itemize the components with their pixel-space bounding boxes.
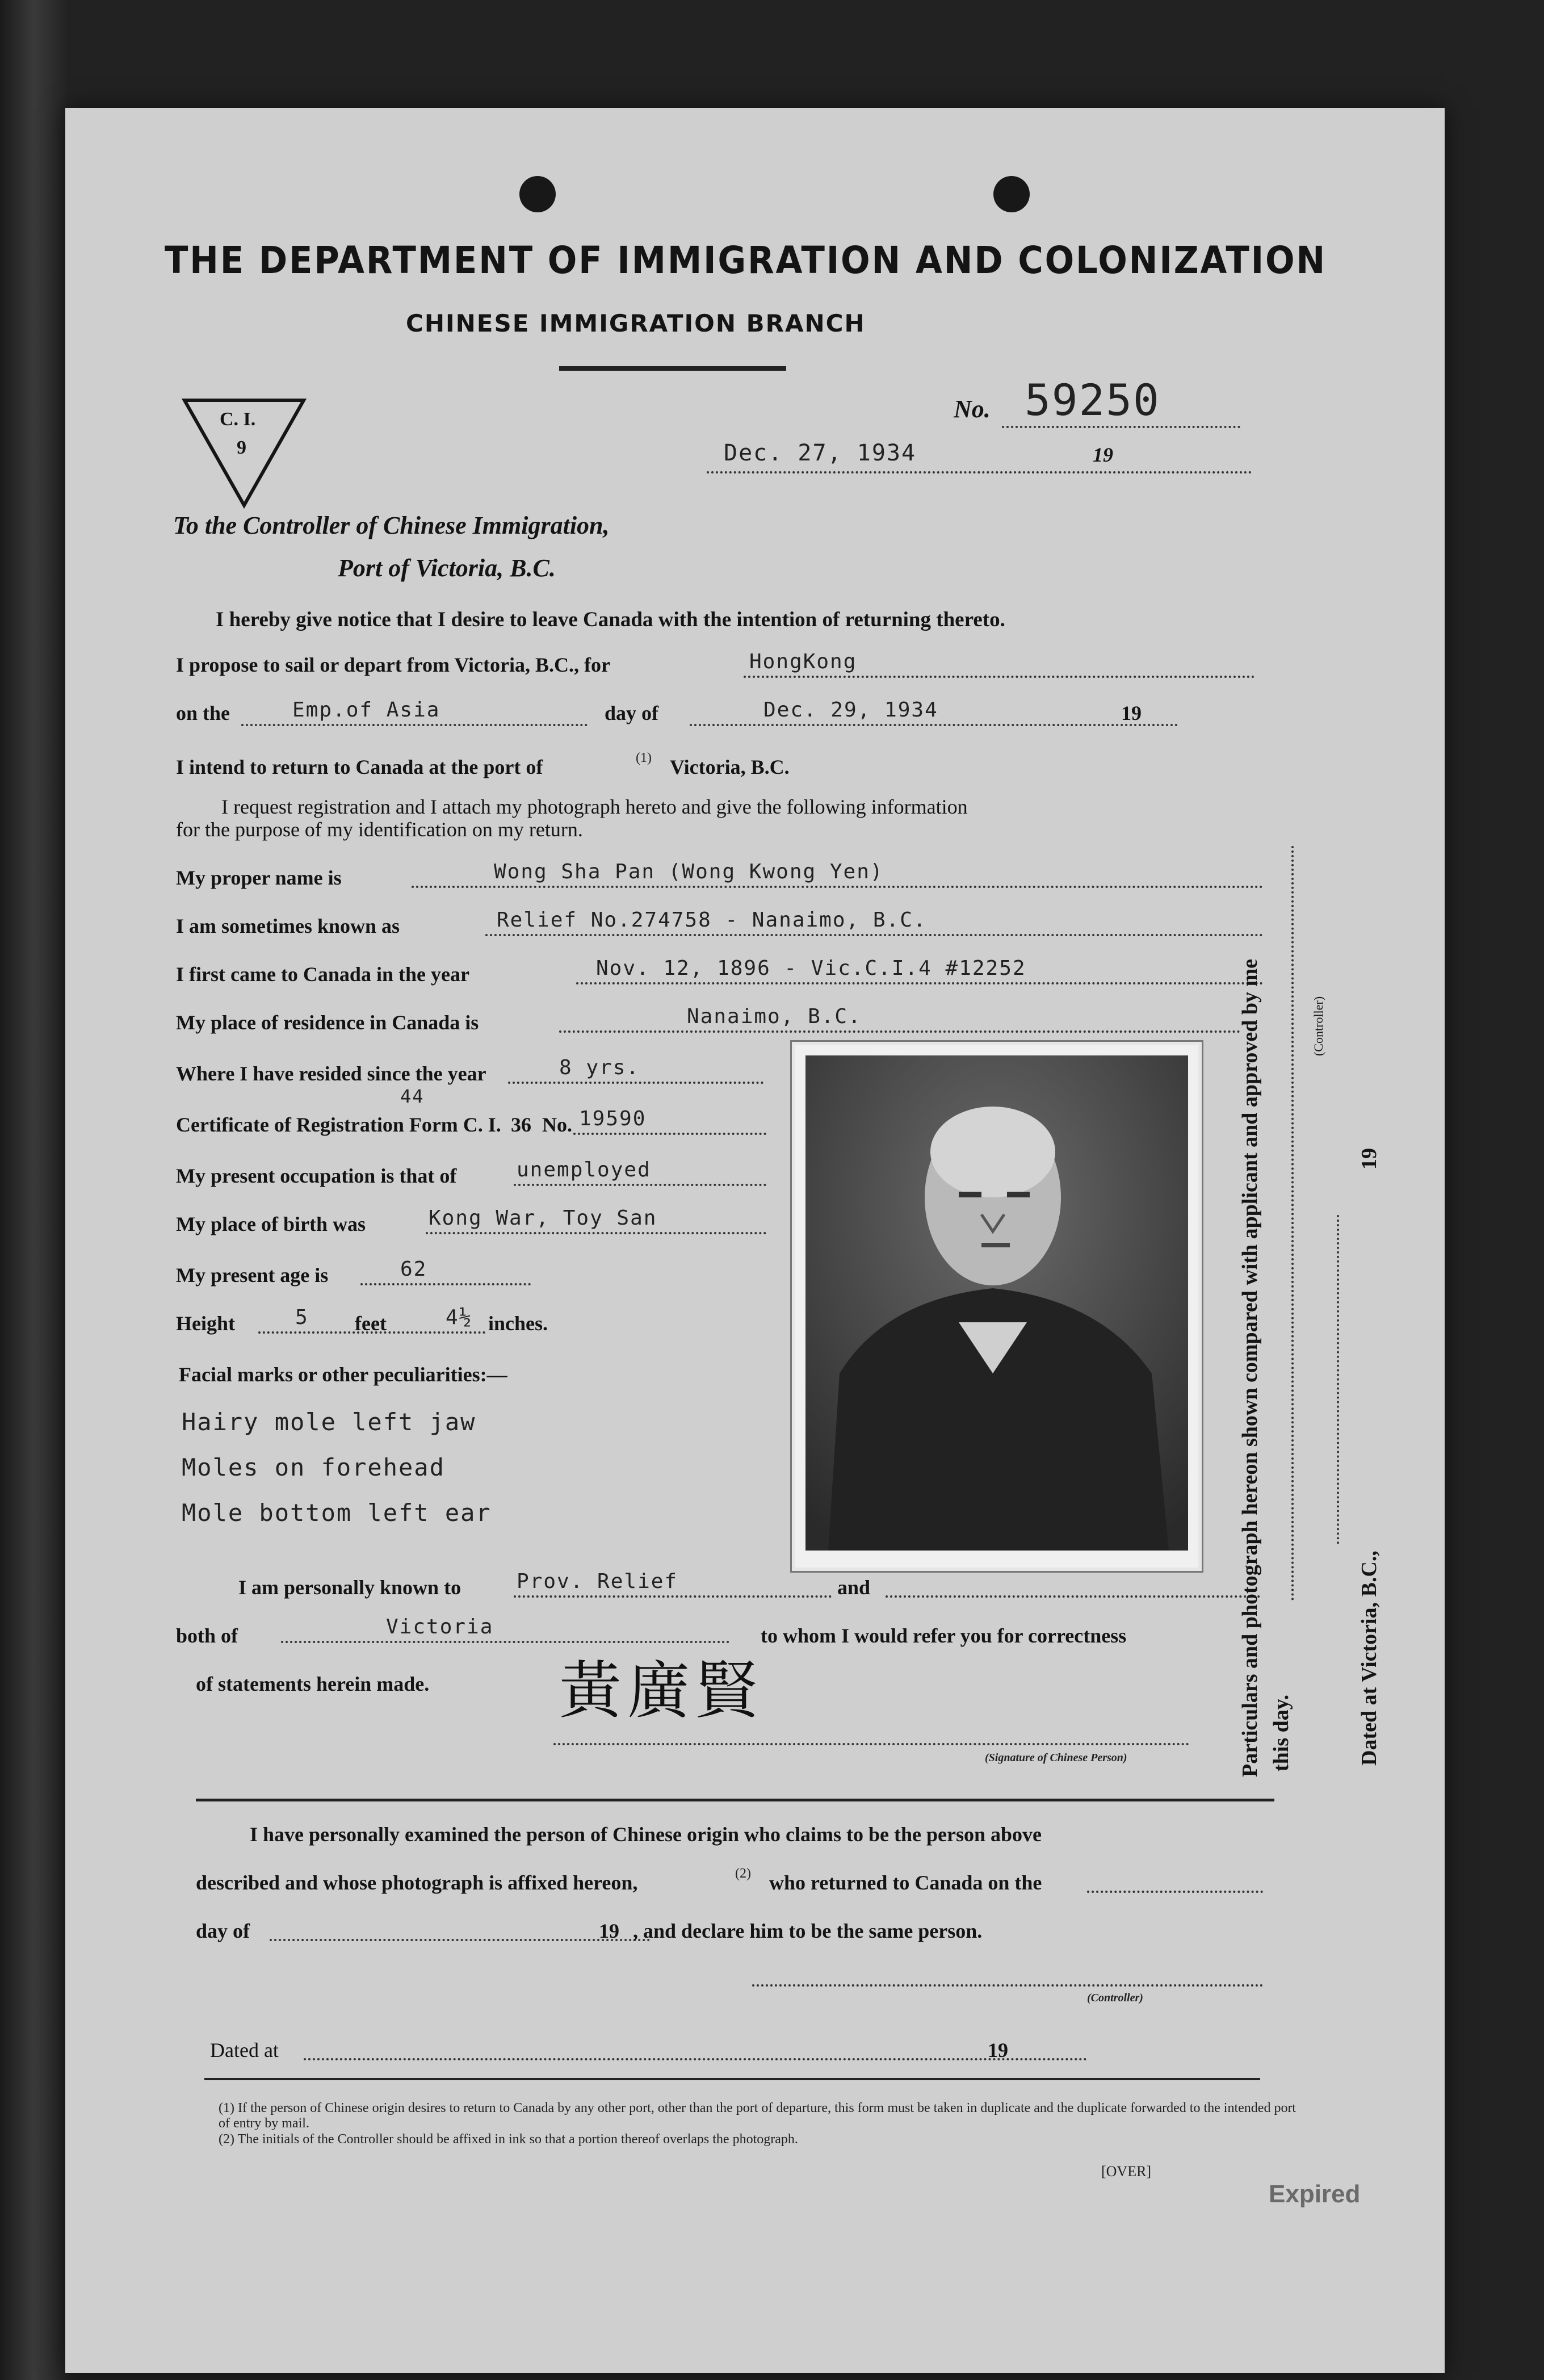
residence-line [559, 1030, 1240, 1033]
side-approval-text: Particulars and photograph hereon shown compared with applicant and approved by me [1238, 958, 1262, 1777]
marks-label: Facial marks or other peculiarities:— [179, 1363, 507, 1386]
request-line1: I request registration and I attach my photograph hereto and give the following information [221, 795, 968, 818]
exam-dated-at: Dated at [210, 2039, 279, 2061]
exam-line1: I have personally examined the person of Chinese origin who claims to be the person above [250, 1823, 1042, 1846]
ship-day-label: day of [605, 702, 659, 724]
form-badge-line2: 9 [237, 437, 246, 458]
depart-label: I propose to sail or depart from Victoria, B.C., for [176, 653, 610, 676]
cert-form-no-label: No. [542, 1113, 572, 1136]
first-came-line [576, 982, 1263, 984]
age-value: 62 [400, 1258, 427, 1281]
first-came-value: Nov. 12, 1896 - Vic.C.I.4 #12252 [596, 957, 1026, 980]
height-inches-label: inches. [488, 1312, 548, 1335]
controller-line [752, 1984, 1263, 1987]
notice-text: I hereby give notice that I desire to leave Canada with the intention of returning thereto. [216, 608, 1005, 631]
occupation-value: unemployed [517, 1158, 651, 1181]
ship-on-label: on the [176, 702, 230, 724]
proper-name-line [412, 886, 1263, 888]
return-port-label: I intend to return to Canada at the port of [176, 756, 543, 778]
expired-stamp: Expired [1269, 2180, 1361, 2208]
exam-day-of: day of [196, 1920, 250, 1942]
proper-name-value: Wong Sha Pan (Wong Kwong Yen) [494, 860, 884, 883]
exam-line2: described and whose photograph is affixed hereon, [196, 1871, 638, 1894]
known-to-and: and [837, 1576, 871, 1599]
form-badge-line1: C. I. [220, 409, 256, 430]
since-label: Where I have resided since the year [176, 1062, 486, 1085]
addressee-line2: Port of Victoria, B.C. [338, 554, 556, 582]
portrait-image [805, 1055, 1188, 1551]
applicant-photograph [792, 1042, 1202, 1571]
exam-dated-line [304, 2058, 1087, 2060]
cert-form-number: 36 [511, 1113, 531, 1136]
exam-day-line [270, 1939, 650, 1941]
height-line [258, 1331, 485, 1334]
depart-line [744, 676, 1254, 678]
known-to-label: I am personally known to [238, 1576, 461, 1599]
refer-label: to whom I would refer you for correctness [761, 1624, 1127, 1647]
height-inches-value: 4½ [446, 1306, 473, 1329]
cert-no-label: No. [954, 395, 991, 423]
addressee-line1: To the Controller of Chinese Immigration, [173, 512, 610, 539]
side-suffix: 19 [1357, 1148, 1381, 1170]
known-as-value: Relief No.274758 - Nanaimo, B.C. [497, 908, 927, 932]
since-value: 8 yrs. [559, 1056, 640, 1079]
occupation-line [514, 1184, 766, 1186]
age-label: My present age is [176, 1264, 329, 1287]
title-rule [559, 366, 786, 371]
residence-value: Nanaimo, B.C. [687, 1005, 862, 1028]
occupation-label: My present occupation is that of [176, 1164, 457, 1187]
proper-name-label: My proper name is [176, 866, 342, 889]
cert-no-line [1002, 426, 1240, 428]
ship-value: Emp.of Asia [292, 698, 440, 722]
exam-footnote: (2) [735, 1866, 751, 1881]
known-as-label: I am sometimes known as [176, 915, 400, 937]
age-line [360, 1283, 531, 1285]
signature-line [553, 1743, 1189, 1745]
height-feet-label: feet [355, 1312, 387, 1335]
both-of-label: both of [176, 1624, 238, 1647]
birthplace-value: Kong War, Toy San [429, 1206, 657, 1230]
exam-controller: (Controller) [1087, 1992, 1143, 2004]
exam-suffix: 19 [988, 2039, 1008, 2061]
branch-subtitle: CHINESE IMMIGRATION BRANCH [406, 309, 866, 337]
return-port-value: Victoria, B.C. [670, 756, 790, 778]
first-came-label: I first came to Canada in the year [176, 963, 469, 986]
known-to-value: Prov. Relief [517, 1570, 678, 1593]
chinese-signature: 黃廣賢 [559, 1654, 763, 1727]
footnote-2: (2) The initials of the Controller should be affixed in ink so that a portion thereof overlaps the photograph. [219, 2132, 798, 2147]
side-dated-at: Dated at Victoria, B.C., [1357, 1551, 1381, 1766]
known-to-line [514, 1595, 832, 1598]
statements-label: of statements herein made. [196, 1673, 430, 1695]
both-of-value: Victoria [386, 1615, 494, 1639]
date-value: Dec. 27, 1934 [724, 440, 917, 466]
birthplace-label: My place of birth was [176, 1213, 366, 1235]
footnote-1: (1) If the person of Chinese origin desires to return to Canada by any other port, other than the port of departure, this form must be taken in duplicate and the duplicate forwarded to the intended port of entry by mail. [219, 2101, 1297, 2131]
section-rule [196, 1799, 1274, 1801]
exam-return-line [1087, 1891, 1263, 1893]
height-feet-value: 5 [295, 1306, 309, 1329]
cert-form-label: Certificate of Registration Form C. I. [176, 1113, 501, 1136]
mark-item: Hairy mole left jaw [182, 1408, 476, 1436]
footnote-rule [204, 2078, 1260, 2080]
sail-date-line [690, 724, 1178, 726]
side-controller: (Controller) [1311, 996, 1325, 1056]
height-label: Height [176, 1312, 235, 1335]
mark-item: Moles on forehead [182, 1453, 445, 1481]
known-to-and-line [886, 1595, 1260, 1598]
cert-form-note: 44 [400, 1086, 425, 1107]
side-this-day: this day. [1269, 1694, 1293, 1771]
date-line [707, 471, 1252, 474]
residence-label: My place of residence in Canada is [176, 1011, 479, 1034]
mark-item: Mole bottom left ear [182, 1499, 492, 1527]
cert-no-value: 59250 [1025, 375, 1160, 425]
date-suffix: 19 [1093, 443, 1113, 466]
exam-declare: , and declare him to be the same person. [633, 1920, 983, 1942]
signature-caption: (Signature of Chinese Person) [985, 1752, 1127, 1764]
exam-line2b: who returned to Canada on the [769, 1871, 1042, 1894]
request-line2: for the purpose of my identification on my return. [176, 818, 583, 841]
cert-form-value: 19590 [579, 1107, 647, 1130]
sail-date-value: Dec. 29, 1934 [763, 698, 938, 722]
exam-year: 19 [599, 1920, 619, 1942]
depart-value: HongKong [749, 650, 857, 673]
over-label: [OVER] [1101, 2163, 1152, 2180]
sail-date-suffix: 19 [1121, 702, 1142, 724]
side-dated-line [1337, 1215, 1339, 1544]
punch-hole [519, 176, 556, 212]
document-page [65, 108, 1445, 2373]
known-as-line [485, 934, 1263, 936]
since-line [508, 1082, 763, 1084]
return-port-footnote: (1) [636, 751, 652, 765]
department-title: THE DEPARTMENT OF IMMIGRATION AND COLONIZATION [165, 238, 1327, 282]
ship-line [241, 724, 588, 726]
punch-hole [993, 176, 1030, 212]
side-controller-line [1291, 846, 1294, 1601]
birthplace-line [426, 1232, 766, 1234]
cert-form-line [573, 1133, 766, 1135]
